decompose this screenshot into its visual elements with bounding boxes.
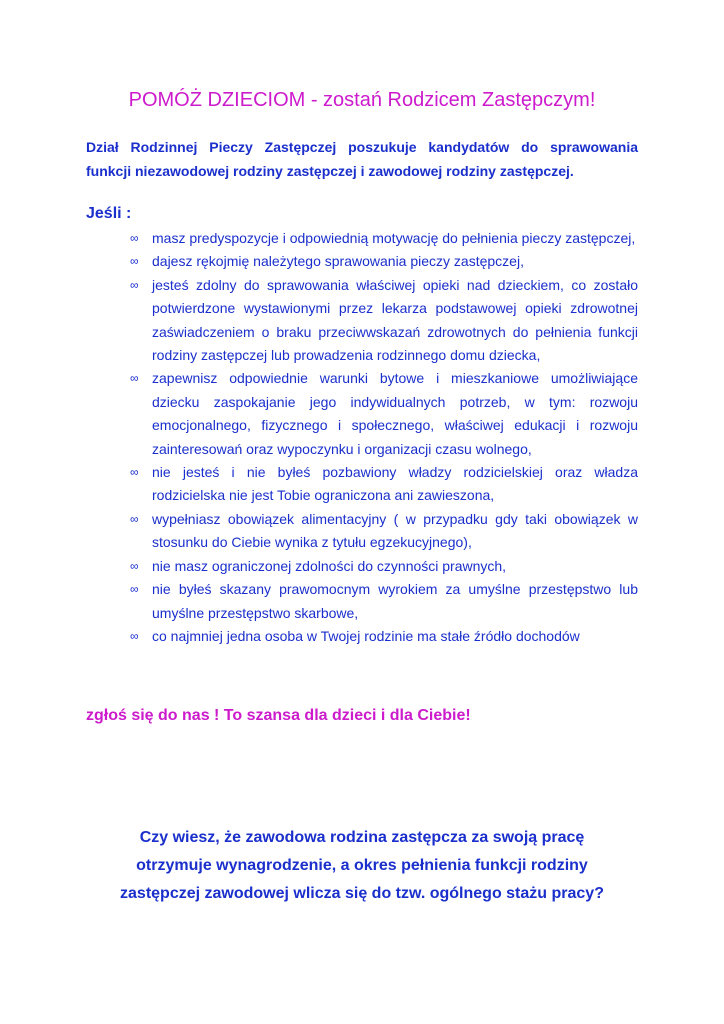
list-item (130, 367, 638, 461)
list-item-text: nie masz ograniczonej zdolności do czynności prawnych, (152, 557, 507, 574)
list-item (130, 227, 638, 250)
infinity-bullet-icon: ∞ (130, 465, 139, 480)
list-item-text: dajesz rękojmię należytego sprawowania pieczy zastępczej, (152, 253, 524, 270)
infinity-bullet-icon: ∞ (130, 371, 139, 386)
infinity-bullet-icon: ∞ (130, 254, 139, 269)
did-you-know-line-3: zastępczej zawodowej wlicza się do tzw. ogólnego stażu pracy? (120, 885, 604, 902)
list-item-text: jesteś zdolny do sprawowania właściwej opieki nad dzieckiem, co zostało potwierdzone wystawionymi przez lekarza podstawowej opieki zdrowotnej zaświadczeniem o braku przeciwwskazań zdrowotnych do pełnienia funkcji rodziny zastępczej lub prowadzenia rodzinnego domu dziecka, (152, 276, 638, 364)
intro-line-2: funkcji niezawodowej rodziny zastępczej i zawodowej rodziny zastępczej. (86, 163, 574, 179)
list-item (130, 274, 638, 368)
infinity-bullet-icon: ∞ (130, 231, 139, 245)
list-item-text: wypełniasz obowiązek alimentacyjny ( w przypadku gdy taki obowiązek w stosunku do Ciebie wynika z tytułu egzekucyjnego), (152, 510, 638, 551)
list-item-text: nie jesteś i nie byłeś pozbawiony władzy rodzicielskiej oraz władza rodzicielska nie jest Tobie ograniczona ani zawieszona, (152, 464, 638, 504)
infinity-bullet-icon: ∞ (130, 511, 139, 526)
did-you-know-line-1: Czy wiesz, że zawodowa rodzina zastępcza za swoją pracę (139, 829, 585, 846)
list-item-text: co najmniej jedna osoba w Twojej rodzinie ma stałe źródło dochodów (152, 627, 580, 644)
page-title: POMÓŻ DZIECIOM - zostań Rodzicem Zastępczym! (128, 89, 596, 111)
conditions-heading: Jeśli : (86, 205, 132, 222)
infinity-bullet-icon: ∞ (130, 582, 139, 597)
intro-paragraph (86, 135, 638, 183)
infinity-bullet-icon: ∞ (130, 628, 139, 643)
intro-line-1: Dział Rodzinnej Pieczy Zastępczej poszukuje kandydatów do sprawowania (86, 139, 638, 155)
conditions-list (130, 227, 638, 648)
list-item (130, 555, 638, 578)
did-you-know-box (0, 824, 724, 908)
list-item (130, 625, 638, 648)
list-item-text: masz predyspozycje i odpowiednią motywację do pełnienia pieczy zastępczej, (152, 230, 636, 246)
list-item-text: nie byłeś skazany prawomocnym wyrokiem za umyślne przestępstwo lub umyślne przestępstwo skarbowe, (152, 581, 638, 621)
list-item (130, 250, 638, 273)
list-item (130, 578, 638, 625)
call-to-action: zgłoś się do nas ! To szansa dla dzieci i dla Ciebie! (86, 707, 471, 724)
did-you-know-line-2: otrzymuje wynagrodzenie, a okres pełnienia funkcji rodziny (136, 857, 588, 874)
list-item (130, 508, 638, 555)
infinity-bullet-icon: ∞ (130, 558, 139, 573)
list-item-text: zapewnisz odpowiednie warunki bytowe i mieszkaniowe umożliwiające dziecku zaspokajanie jego indywidualnych potrzeb, w tym: rozwoju emocjonalnego, fizycznego i społecznego, właściwej edukacji i rozwoju zainteresowań oraz wypoczynku i organizacji czasu wolnego, (152, 370, 638, 457)
list-item (130, 461, 638, 508)
infinity-bullet-icon: ∞ (130, 277, 139, 292)
